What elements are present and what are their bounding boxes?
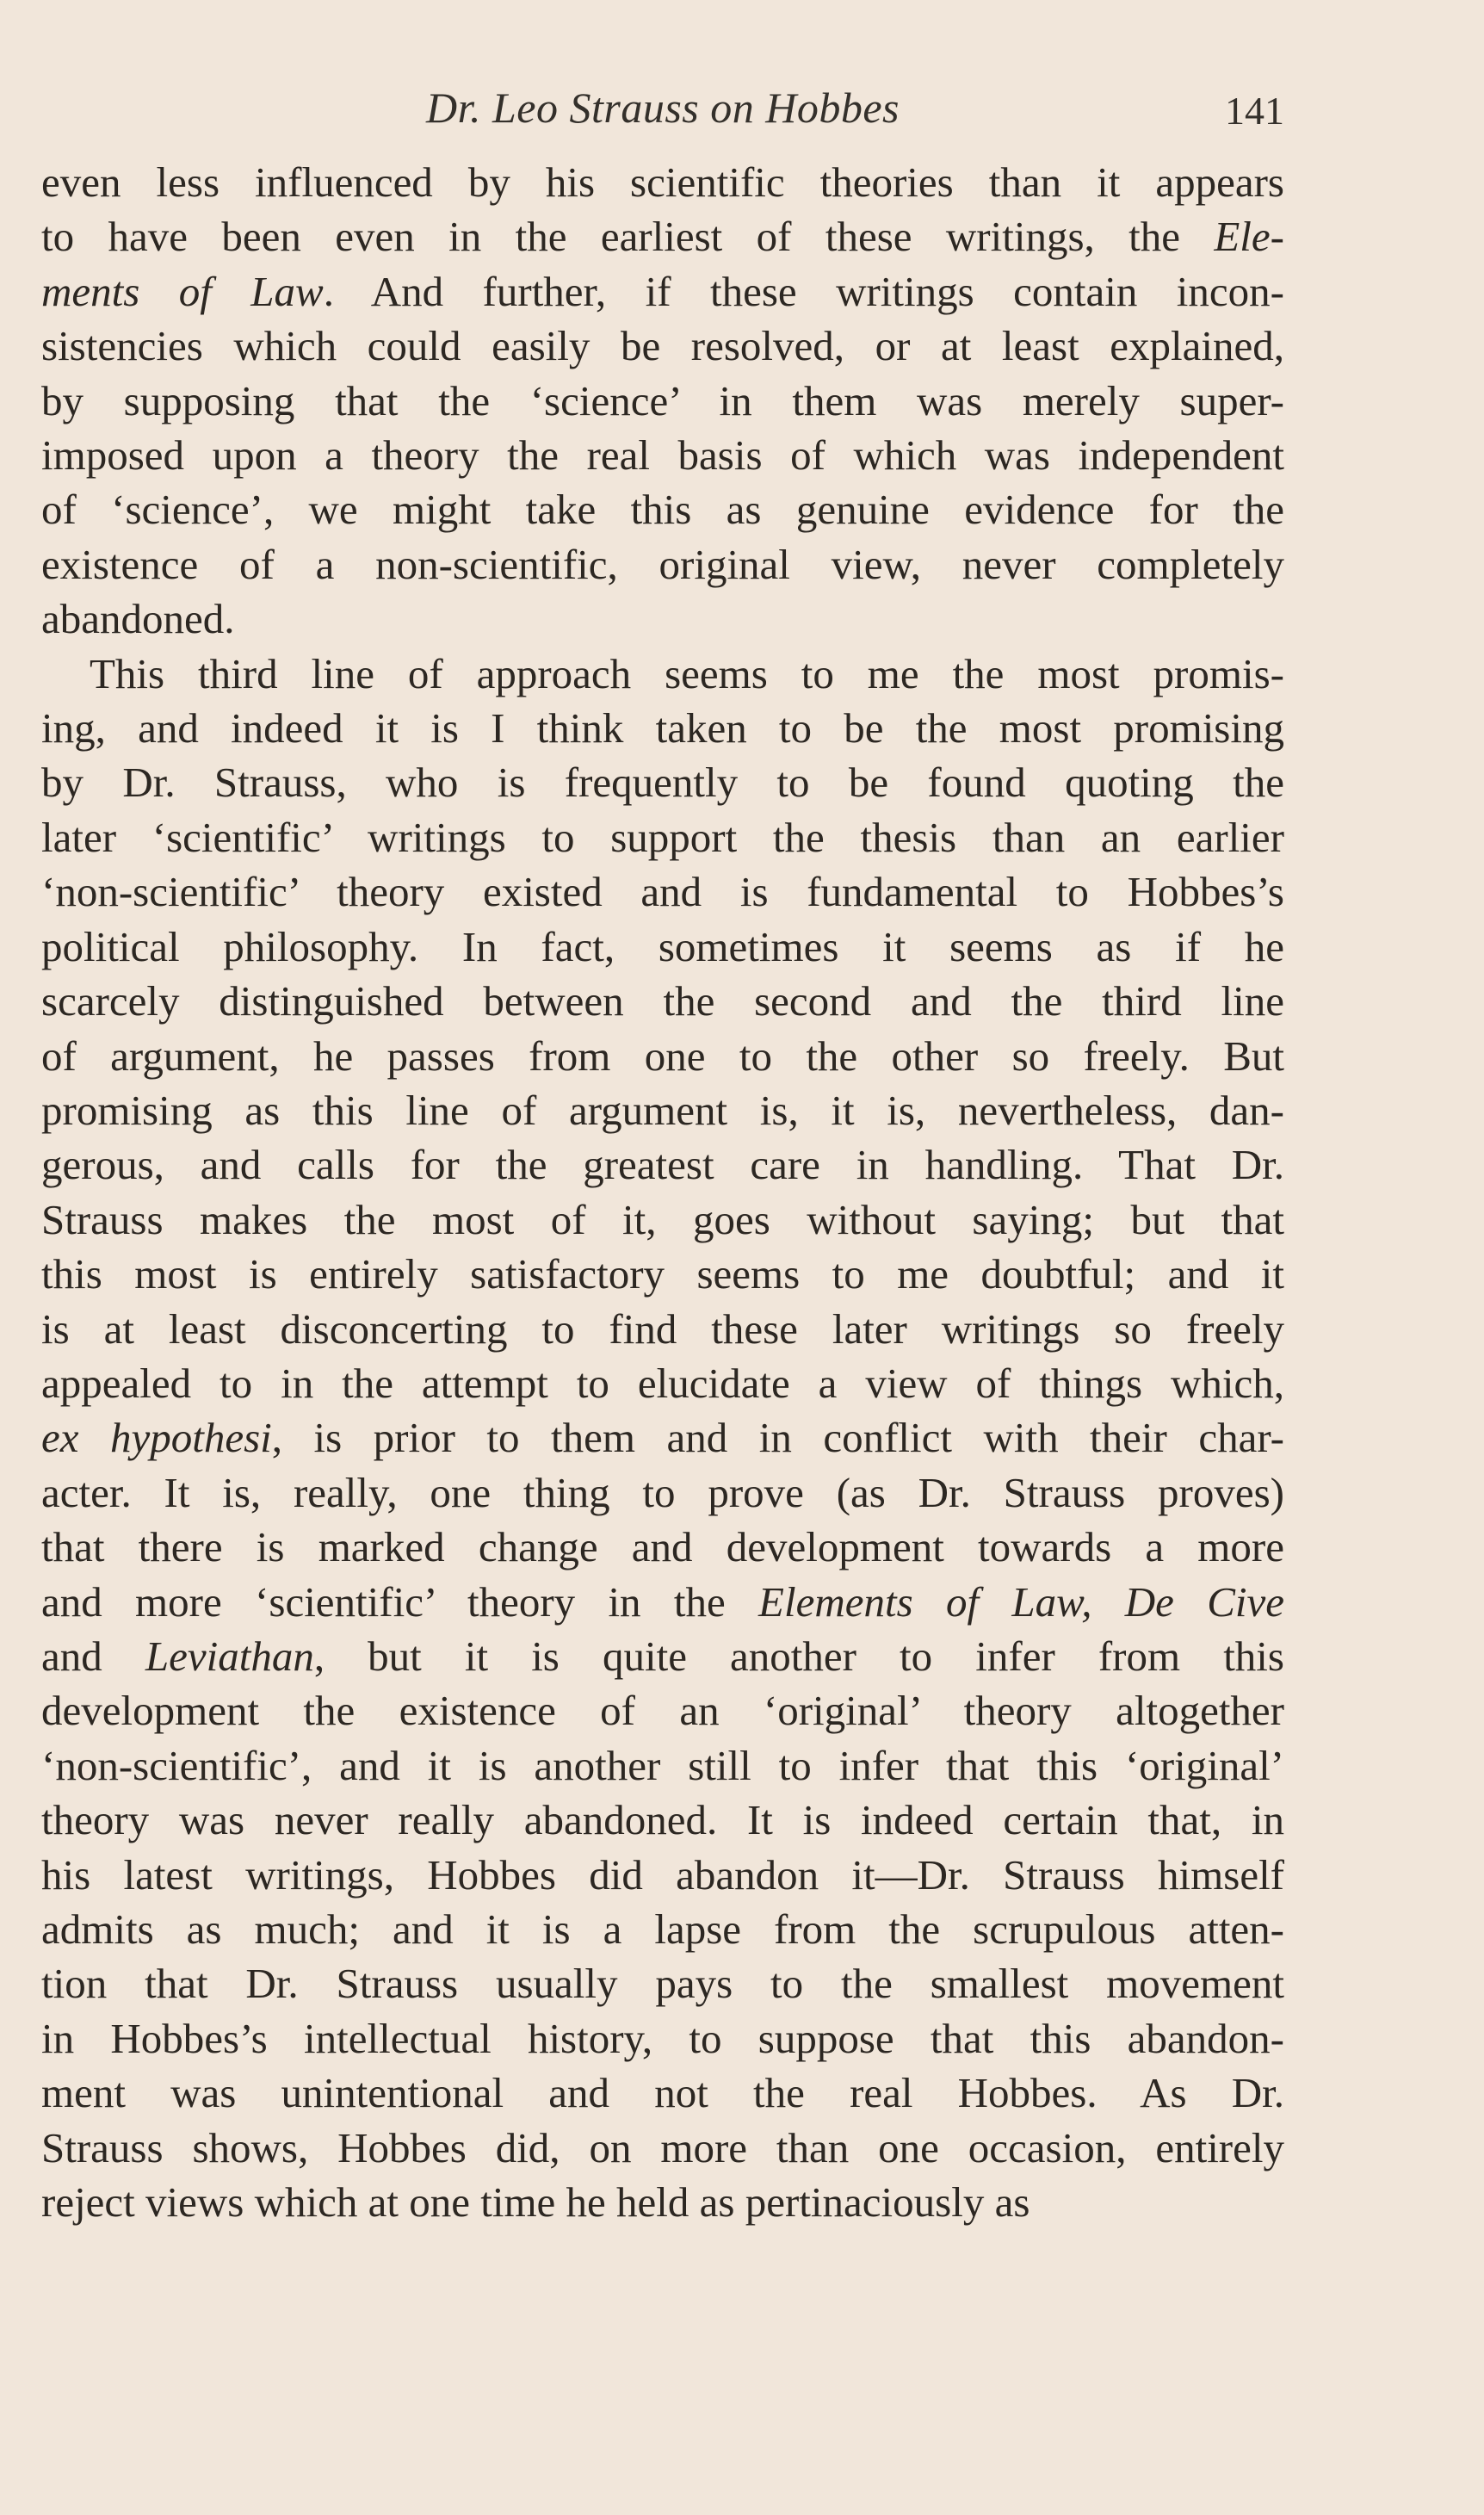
text-line [41, 647, 1284, 701]
text-run: his latest writings, Hobbes did abandon it—Dr. Strauss himself [41, 1850, 1284, 1899]
text-line [41, 1848, 1284, 1902]
text-run: ‘non-scientific’, and it is another still to infer that this ‘original’ [41, 1741, 1284, 1789]
text-line [41, 1520, 1284, 1574]
text-run: reject views which at one time he held as pertinaciously as [41, 2178, 1030, 2227]
text-line [41, 319, 1284, 373]
italic-text: Ele- [1214, 213, 1284, 261]
text-line [41, 1302, 1284, 1356]
italic-text: ex hypothesi [41, 1414, 272, 1462]
text-run: acter. It is, really, one thing to prove (as Dr. Strauss proves) [41, 1468, 1284, 1516]
text-line [41, 537, 1284, 592]
text-line [41, 920, 1284, 974]
text-run: ment was unintentional and not the real Hobbes. As Dr. [41, 2069, 1284, 2117]
text-run: admits as much; and it is a lapse from the scrupulous atten- [41, 1905, 1284, 1953]
running-title: Dr. Leo Strauss on Hobbes [425, 84, 900, 132]
text-run: this most is entirely satisfactory seems to me doubtful; and it [41, 1250, 1284, 1298]
text-line [41, 428, 1284, 482]
text-line [41, 1029, 1284, 1083]
text-run: is at least disconcerting to find these later writings so freely [41, 1304, 1284, 1353]
text-line [41, 755, 1284, 809]
text-line [41, 1083, 1284, 1137]
text-line [41, 2066, 1284, 2120]
italic-text: Leviathan [145, 1632, 314, 1680]
text-line [41, 2011, 1284, 2066]
text-run: by supposing that the ‘science’ in them was merely super- [41, 376, 1284, 424]
text-line [41, 2175, 1284, 2229]
text-line [41, 592, 1284, 646]
text-line [41, 1902, 1284, 1956]
text-run: abandoned. [41, 595, 235, 643]
text-line [41, 1956, 1284, 2010]
text-line [41, 1192, 1284, 1247]
text-run: ‘non-scientific’ theory existed and is fundamental to Hobbes’s [41, 868, 1284, 916]
text-line [41, 1683, 1284, 1738]
text-line [41, 1410, 1284, 1465]
text-run: This third line of approach seems to me the most promis- [90, 649, 1284, 697]
book-page [41, 77, 1284, 2229]
text-run: development the existence of an ‘original’ theory altogether [41, 1687, 1284, 1735]
text-run: imposed upon a theory the real basis of which was independent [41, 431, 1284, 480]
text-line [41, 1793, 1284, 1847]
text-line [41, 1356, 1284, 1410]
text-run: even less influenced by his scientific theories than it appears [41, 158, 1284, 206]
text-run: to have been even in the earliest of these writings, the [41, 213, 1215, 261]
text-run: in Hobbes’s intellectual history, to suppose that this abandon- [41, 2014, 1284, 2062]
text-run: and more ‘scientific’ theory in the [41, 1577, 759, 1626]
italic-text: ments of Law [41, 267, 324, 315]
text-run: . And further, if these writings contain incon- [323, 267, 1284, 315]
text-run: , is prior to them and in conflict with their char- [271, 1414, 1284, 1462]
text-line [41, 1465, 1284, 1520]
text-run: theory was never really abandoned. It is indeed certain that, in [41, 1796, 1284, 1844]
page-number: 141 [1225, 89, 1284, 133]
text-line [41, 701, 1284, 755]
text-run: tion that Dr. Strauss usually pays to the smallest movement [41, 1960, 1284, 2008]
text-line [41, 1575, 1284, 1629]
text-line [41, 2121, 1284, 2175]
body-text [41, 155, 1284, 2229]
text-line [41, 1738, 1284, 1793]
running-head [41, 77, 1284, 138]
text-line [41, 1247, 1284, 1301]
text-line [41, 374, 1284, 428]
text-run: later ‘scientific’ writings to support the thesis than an earlier [41, 813, 1284, 861]
text-run: promising as this line of argument is, it is, nevertheless, dan- [41, 1086, 1284, 1134]
text-run: by Dr. Strauss, who is frequently to be found quoting the [41, 759, 1284, 807]
text-run: Strauss shows, Hobbes did, on more than one occasion, entirely [41, 2123, 1284, 2171]
text-line [41, 810, 1284, 864]
text-run: Strauss makes the most of it, goes without saying; but that [41, 1195, 1284, 1243]
text-run: that there is marked change and development towards a more [41, 1523, 1284, 1571]
text-run: gerous, and calls for the greatest care in handling. That Dr. [41, 1141, 1284, 1189]
text-run: appealed to in the attempt to elucidate a view of things which, [41, 1359, 1284, 1407]
text-run: ing, and indeed it is I think taken to be the most promising [41, 704, 1284, 753]
text-run: scarcely distinguished between the second and the third line [41, 977, 1284, 1025]
text-run: political philosophy. In fact, sometimes it seems as if he [41, 922, 1284, 970]
text-line [41, 155, 1284, 209]
text-run: existence of a non-scientific, original view, never completely [41, 540, 1284, 588]
text-line [41, 974, 1284, 1028]
text-run: , but it is quite another to infer from this [313, 1632, 1284, 1680]
text-run: and [41, 1632, 145, 1680]
text-line [41, 1629, 1284, 1683]
text-run: of argument, he passes from one to the other so freely. But [41, 1031, 1284, 1080]
italic-text: Elements of Law, De Cive [758, 1577, 1284, 1626]
text-line [41, 482, 1284, 536]
text-run: sistencies which could easily be resolved, or at least explained, [41, 322, 1284, 370]
text-run: of ‘science’, we might take this as genuine evidence for the [41, 486, 1284, 534]
text-line [41, 209, 1284, 263]
text-line [41, 1137, 1284, 1192]
text-line [41, 264, 1284, 319]
text-line [41, 864, 1284, 919]
